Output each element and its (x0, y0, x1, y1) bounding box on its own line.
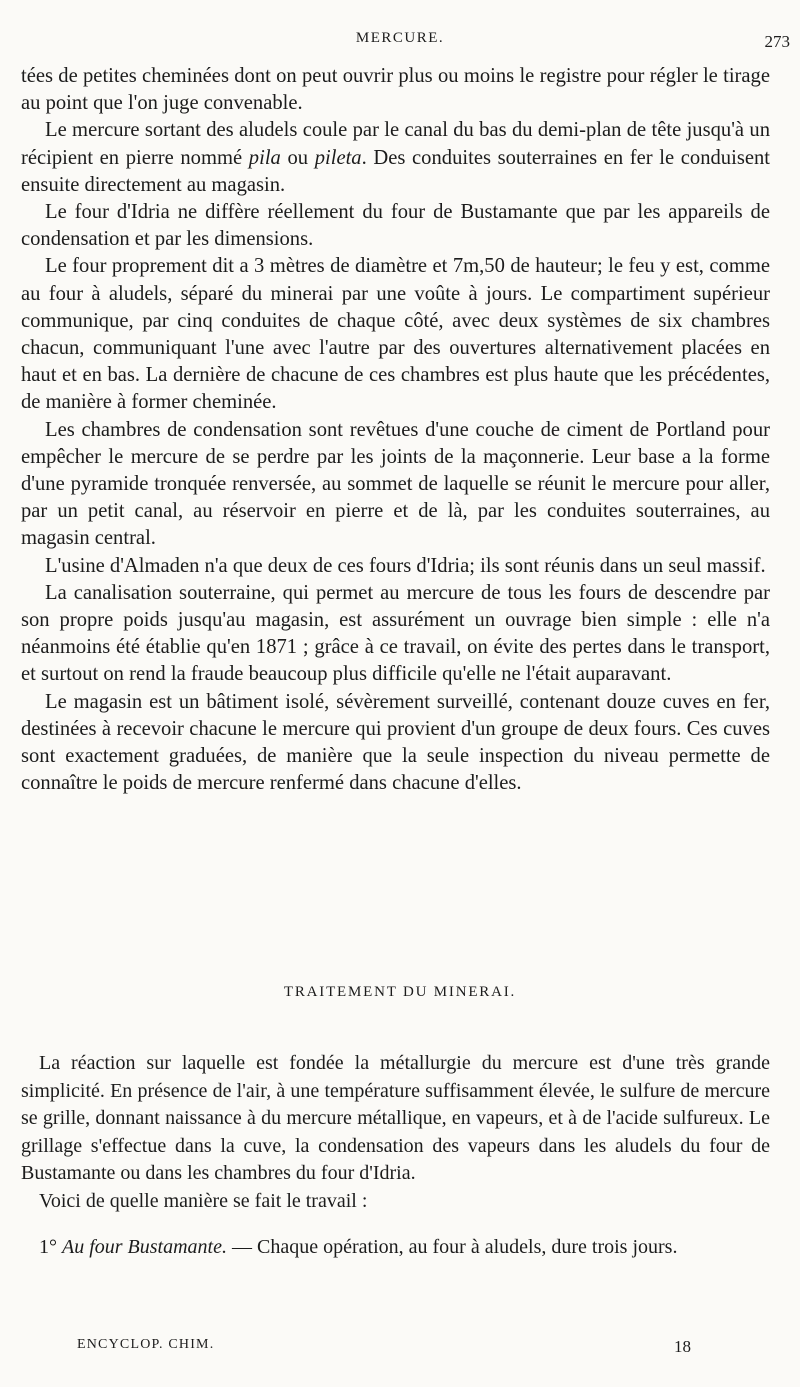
signature-mark: 18 (674, 1337, 691, 1356)
paragraph-8: Le magasin est un bâtiment isolé, sévèrement surveillé, contenant douze cuves en fer, destinées à recevoir chacune le mercure qui provient d'un groupe de deux fours. Ces cuves sont exactement graduées, de manière que la seule inspection du niveau permette de connaître le poids de mercure renfermé dans chacune d'elles. (21, 690, 770, 795)
paragraph-4: Le four proprement dit a 3 mètres de diamètre et 7m,50 de hauteur; le feu y est, comme au four à aludels, séparé du minerai par une voûte à jours. Le compartiment supérieur communique, par cinq conduites de chaque côté, avec deux systèmes de six chambres chacun, communiquant l'une avec l'autre par des ouvertures alternativement placées en haut et en bas. La dernière de chacune de ces chambres est plus haute que les précédentes, de manière à former cheminée. (21, 255, 770, 414)
paragraph-11 (21, 1234, 770, 1262)
paragraph-7: La canalisation souterraine, qui permet au mercure de tous les fours de descendre par son propre poids jusqu'au magasin, est assurément un ouvrage bien simple : elle n'a néanmoins été établie qu'en 1871 ; grâce à ce travail, on évite des pertes dans le transport, et surtout on rend la fraude beaucoup plus difficile qu'elle ne l'était auparavant. (21, 581, 770, 686)
term-pileta: pileta (314, 146, 362, 169)
paragraph-5: Les chambres de condensation sont revêtues d'une couche de ciment de Portland pour empêcher le mercure de se perdre par les joints de la maçonnerie. Leur base a la forme d'une pyramide tronquée renversée, au sommet de laquelle se réunit le mercure pour aller, par un petit canal, au réservoir en pierre et de là, par les conduites souterraines, au magasin central. (21, 418, 770, 550)
paragraph-2-rest: . Des conduites souterraines en fer le conduisent ensuite directement au magasin. (21, 146, 771, 196)
paragraph-3: Le four d'Idria ne diffère réellement du four de Bustamante que par les appareils de condensation et par les dimensions. (21, 201, 770, 251)
paragraph-2 (21, 117, 770, 199)
paragraph-2-text: Le mercure sortant des aludels coule par le canal du bas du demi-plan de tête jusqu'à un récipient en pierre nommé (21, 119, 770, 169)
item-title: Au four Bustamante. (62, 1235, 227, 1258)
footer (0, 1337, 800, 1361)
item-text: — Chaque opération, au four à aludels, dure trois jours. (227, 1235, 678, 1258)
item-number: 1° (39, 1235, 62, 1258)
body-text-2 (21, 1050, 770, 1261)
running-title: MERCURE. (355, 30, 445, 46)
body-text (21, 63, 770, 797)
footer-title: ENCYCLOP. CHIM. (77, 1337, 215, 1352)
running-head (0, 30, 800, 52)
paragraph-2-connector: ou (280, 146, 315, 169)
term-pila: pila (248, 146, 281, 169)
paragraph-9: La réaction sur laquelle est fondée la métallurgie du mercure est d'une très grande simplicité. En présence de l'air, à une température suffisamment élevée, le sulfure de mercure se grille, donnant naissance à du mercure métallique, en vapeurs, et à de l'acide sulfureux. Le grillage s'effectue dans la cuve, la condensation des vapeurs dans les aludels du four de Bustamante ou dans les chambres du four d'Idria. (21, 1052, 770, 1185)
paragraph-10: Voici de quelle manière se fait le travail : (39, 1189, 368, 1212)
paragraph-6: L'usine d'Almaden n'a que deux de ces fours d'Idria; ils sont réunis dans un seul massif. (45, 554, 766, 577)
section-heading: TRAITEMENT DU MINERAI. (283, 984, 517, 1000)
page-number: 273 (764, 32, 790, 51)
paragraph-1: tées de petites cheminées dont on peut ouvrir plus ou moins le registre pour régler le tirage au point que l'on juge convenable. (21, 65, 770, 115)
